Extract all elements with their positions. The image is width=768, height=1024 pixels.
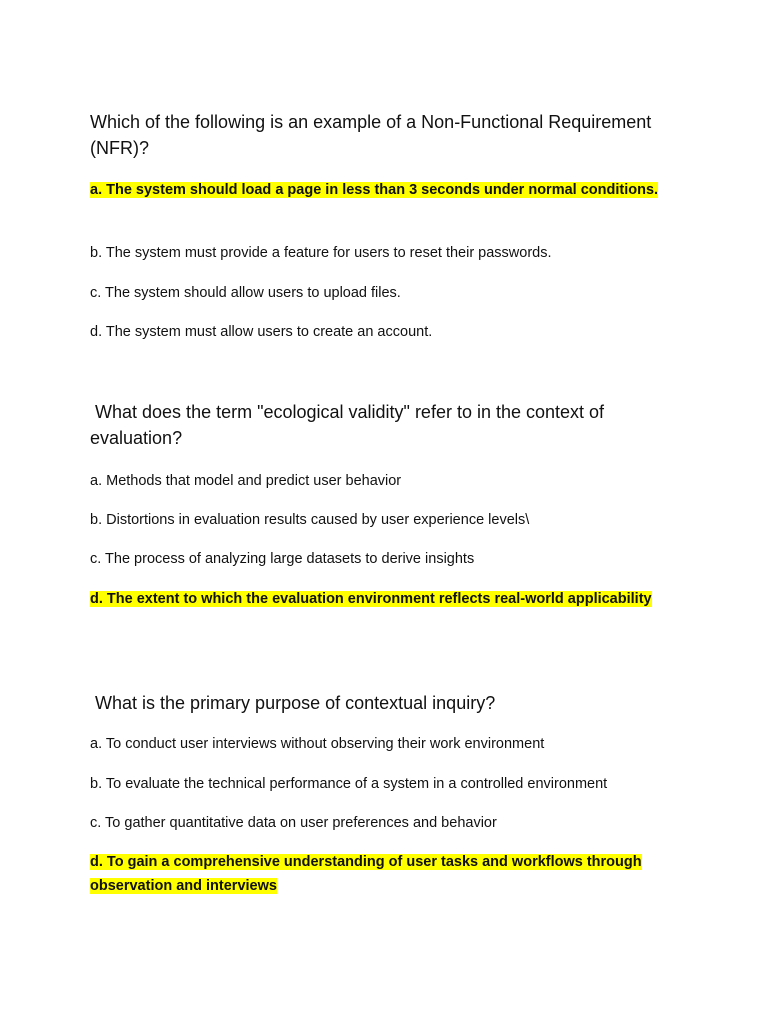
question-3-option-a: a. To conduct user interviews without observing their work environment (90, 736, 545, 752)
highlighted-answer: d. To gain a comprehensive understanding of user tasks and workflows through observation and interviews (90, 854, 642, 894)
highlighted-answer: d. The extent to which the evaluation environment reflects real-world applicability (90, 591, 652, 607)
question-1-prompt: Which of the following is an example of a Non-Functional Requirement (NFR)? (90, 112, 657, 158)
question-2-option-d-correct (90, 587, 690, 611)
question-3-prompt: What is the primary purpose of contextual inquiry? (90, 693, 496, 713)
question-1-option-c: c. The system should allow users to upload files. (90, 285, 401, 301)
question-1-option-a-correct (90, 178, 690, 202)
question-2-option-c: c. The process of analyzing large datasets to derive insights (90, 551, 475, 567)
question-1-option-b: b. The system must provide a feature for users to reset their passwords. (90, 245, 552, 261)
question-3-option-c: c. To gather quantitative data on user preferences and behavior (90, 815, 497, 831)
question-2-prompt: What does the term "ecological validity" refer to in the context of evaluation? (90, 402, 610, 448)
question-3-option-d-correct (90, 850, 690, 898)
question-2-option-a: a. Methods that model and predict user behavior (90, 473, 402, 489)
highlighted-answer: a. The system should load a page in less than 3 seconds under normal conditions. (90, 182, 659, 198)
question-2-option-b: b. Distortions in evaluation results caused by user experience levels\ (90, 512, 530, 528)
question-1-option-d: d. The system must allow users to create an account. (90, 324, 433, 340)
question-3-option-b: b. To evaluate the technical performance of a system in a controlled environment (90, 776, 608, 792)
